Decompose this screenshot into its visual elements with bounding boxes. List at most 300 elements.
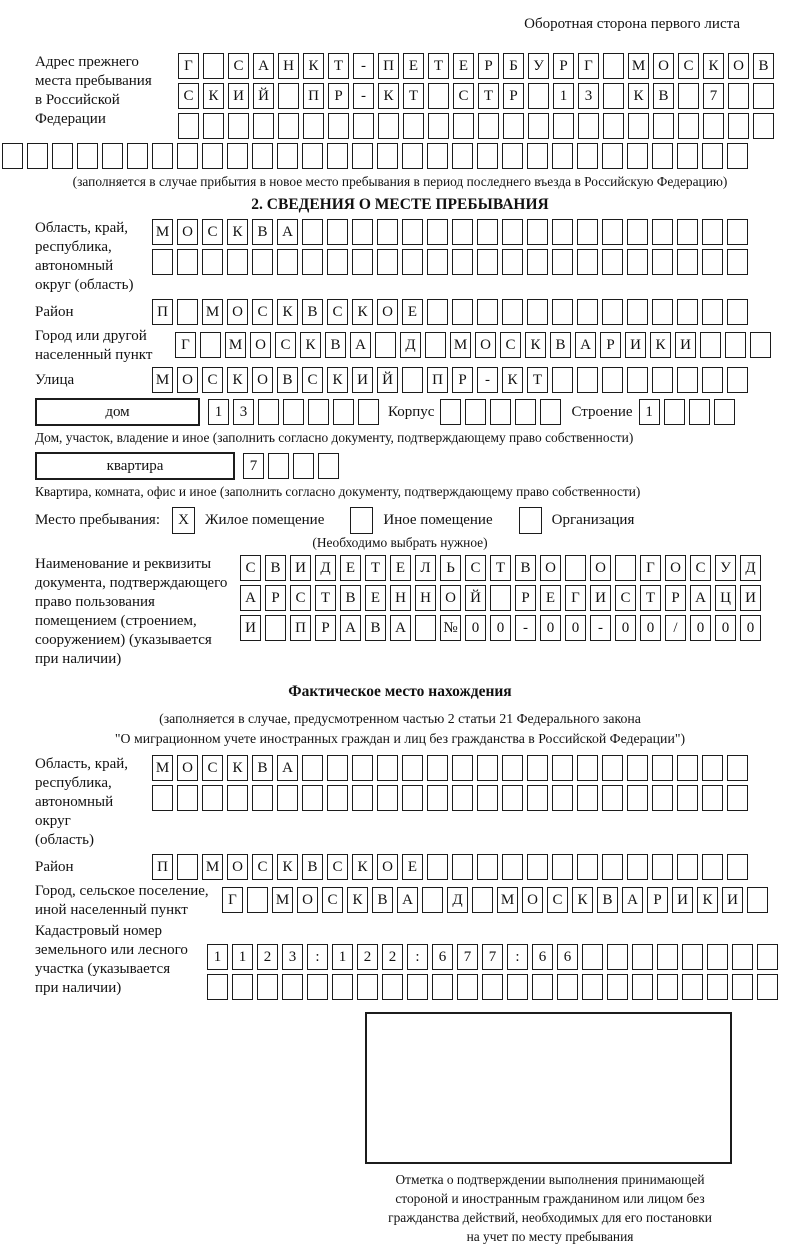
char-cell[interactable] [202,143,223,169]
char-cell[interactable] [540,399,561,425]
char-cell[interactable] [352,755,373,781]
char-cell[interactable] [127,143,148,169]
char-cell[interactable] [750,332,771,358]
char-cell[interactable]: Е [402,299,423,325]
char-cell[interactable]: Г [578,53,599,79]
char-cell[interactable] [577,219,598,245]
char-cell[interactable]: А [622,887,643,913]
char-cell[interactable]: О [540,555,561,581]
char-cell[interactable]: Р [265,585,286,611]
char-cell[interactable] [703,113,724,139]
char-cell[interactable] [27,143,48,169]
char-cell[interactable] [552,249,573,275]
char-cell[interactable] [627,143,648,169]
char-cell[interactable]: 0 [540,615,561,641]
char-cell[interactable] [477,143,498,169]
char-cell[interactable] [727,143,748,169]
char-cell[interactable] [577,785,598,811]
char-cell[interactable]: О [177,219,198,245]
char-cell[interactable] [657,974,678,1000]
char-cell[interactable]: 0 [465,615,486,641]
char-cell[interactable] [603,83,624,109]
char-cell[interactable] [552,755,573,781]
char-cell[interactable]: В [550,332,571,358]
char-cell[interactable] [452,785,473,811]
char-cell[interactable] [202,785,223,811]
char-cell[interactable] [327,785,348,811]
char-cell[interactable]: 1 [639,399,660,425]
char-cell[interactable] [578,113,599,139]
char-cell[interactable] [602,367,623,393]
char-cell[interactable]: С [202,219,223,245]
char-cell[interactable]: - [353,53,374,79]
char-cell[interactable]: Е [402,854,423,880]
char-cell[interactable] [332,974,353,1000]
char-cell[interactable] [677,299,698,325]
char-cell[interactable] [627,299,648,325]
char-cell[interactable] [527,785,548,811]
char-cell[interactable] [377,785,398,811]
char-cell[interactable] [727,785,748,811]
char-cell[interactable] [727,367,748,393]
char-cell[interactable] [700,332,721,358]
char-cell[interactable]: Е [390,555,411,581]
char-cell[interactable] [377,755,398,781]
char-cell[interactable] [327,249,348,275]
char-cell[interactable] [252,143,273,169]
char-cell[interactable] [77,143,98,169]
char-cell[interactable]: И [722,887,743,913]
char-cell[interactable]: А [397,887,418,913]
char-cell[interactable]: И [625,332,646,358]
char-cell[interactable]: В [515,555,536,581]
char-cell[interactable] [727,854,748,880]
char-cell[interactable] [265,615,286,641]
char-cell[interactable]: Т [490,555,511,581]
char-cell[interactable] [565,555,586,581]
char-cell[interactable]: 7 [457,944,478,970]
char-cell[interactable] [382,974,403,1000]
char-cell[interactable]: Л [415,555,436,581]
char-cell[interactable]: О [653,53,674,79]
char-cell[interactable]: 1 [207,944,228,970]
char-cell[interactable]: С [252,854,273,880]
char-cell[interactable]: Р [328,83,349,109]
char-cell[interactable]: С [202,367,223,393]
char-cell[interactable] [232,974,253,1000]
char-cell[interactable]: К [628,83,649,109]
char-cell[interactable]: К [277,299,298,325]
char-cell[interactable] [477,299,498,325]
char-cell[interactable]: О [377,299,398,325]
char-cell[interactable] [302,249,323,275]
char-cell[interactable] [577,755,598,781]
char-cell[interactable] [302,785,323,811]
char-cell[interactable] [552,367,573,393]
char-cell[interactable] [302,219,323,245]
char-cell[interactable] [427,755,448,781]
char-cell[interactable] [552,219,573,245]
char-cell[interactable] [652,249,673,275]
char-cell[interactable] [178,113,199,139]
char-cell[interactable]: Й [253,83,274,109]
char-cell[interactable] [702,785,723,811]
char-cell[interactable] [677,249,698,275]
char-cell[interactable]: О [377,854,398,880]
char-cell[interactable] [478,113,499,139]
char-cell[interactable] [402,219,423,245]
char-cell[interactable]: В [653,83,674,109]
char-cell[interactable] [457,974,478,1000]
char-cell[interactable]: Б [503,53,524,79]
char-cell[interactable] [177,785,198,811]
char-cell[interactable]: Г [640,555,661,581]
char-cell[interactable]: К [347,887,368,913]
char-cell[interactable] [452,299,473,325]
char-cell[interactable] [482,974,503,1000]
char-cell[interactable] [682,974,703,1000]
char-cell[interactable] [603,113,624,139]
char-cell[interactable] [427,299,448,325]
char-cell[interactable]: И [290,555,311,581]
stay-checkbox-organization[interactable] [519,507,542,534]
char-cell[interactable]: М [497,887,518,913]
char-cell[interactable]: И [740,585,761,611]
char-cell[interactable]: А [253,53,274,79]
char-cell[interactable]: - [515,615,536,641]
char-cell[interactable]: К [327,367,348,393]
char-cell[interactable] [552,143,573,169]
char-cell[interactable]: Т [403,83,424,109]
char-cell[interactable]: О [522,887,543,913]
char-cell[interactable] [200,332,221,358]
char-cell[interactable]: О [665,555,686,581]
char-cell[interactable]: В [302,854,323,880]
char-cell[interactable] [427,785,448,811]
char-cell[interactable] [452,249,473,275]
char-cell[interactable] [477,755,498,781]
char-cell[interactable] [402,785,423,811]
char-cell[interactable]: Т [527,367,548,393]
char-cell[interactable] [577,299,598,325]
char-cell[interactable]: Р [665,585,686,611]
char-cell[interactable] [732,974,753,1000]
char-cell[interactable]: С [500,332,521,358]
char-cell[interactable]: Ь [440,555,461,581]
char-cell[interactable] [677,219,698,245]
char-cell[interactable]: П [290,615,311,641]
char-cell[interactable] [427,854,448,880]
char-cell[interactable] [203,53,224,79]
char-cell[interactable] [757,944,778,970]
char-cell[interactable]: 0 [490,615,511,641]
char-cell[interactable] [253,113,274,139]
char-cell[interactable] [652,854,673,880]
char-cell[interactable]: 0 [715,615,736,641]
char-cell[interactable] [247,887,268,913]
char-cell[interactable]: Й [377,367,398,393]
char-cell[interactable] [327,143,348,169]
char-cell[interactable]: С [453,83,474,109]
char-cell[interactable] [553,113,574,139]
char-cell[interactable] [677,785,698,811]
char-cell[interactable] [207,974,228,1000]
char-cell[interactable]: К [203,83,224,109]
char-cell[interactable]: : [507,944,528,970]
char-cell[interactable]: И [675,332,696,358]
char-cell[interactable] [307,974,328,1000]
char-cell[interactable] [632,944,653,970]
char-cell[interactable]: И [228,83,249,109]
char-cell[interactable]: В [252,755,273,781]
char-cell[interactable] [402,143,423,169]
char-cell[interactable] [503,113,524,139]
char-cell[interactable] [465,399,486,425]
apartment-type-box[interactable]: квартира [35,452,235,480]
char-cell[interactable] [502,249,523,275]
char-cell[interactable] [527,299,548,325]
char-cell[interactable]: С [302,367,323,393]
char-cell[interactable]: А [350,332,371,358]
char-cell[interactable] [753,83,774,109]
char-cell[interactable] [402,249,423,275]
char-cell[interactable]: : [407,944,428,970]
char-cell[interactable] [627,249,648,275]
char-cell[interactable] [177,143,198,169]
char-cell[interactable]: М [272,887,293,913]
char-cell[interactable] [702,755,723,781]
char-cell[interactable]: - [477,367,498,393]
char-cell[interactable]: 0 [615,615,636,641]
char-cell[interactable] [528,83,549,109]
char-cell[interactable] [202,249,223,275]
char-cell[interactable]: О [728,53,749,79]
char-cell[interactable] [427,219,448,245]
char-cell[interactable]: О [475,332,496,358]
char-cell[interactable] [278,83,299,109]
char-cell[interactable] [602,299,623,325]
char-cell[interactable] [528,113,549,139]
char-cell[interactable]: 6 [432,944,453,970]
char-cell[interactable] [502,299,523,325]
char-cell[interactable]: 3 [578,83,599,109]
char-cell[interactable]: 7 [482,944,503,970]
char-cell[interactable] [602,143,623,169]
char-cell[interactable]: Р [452,367,473,393]
char-cell[interactable] [607,974,628,1000]
char-cell[interactable]: О [177,367,198,393]
char-cell[interactable]: В [340,585,361,611]
char-cell[interactable] [652,299,673,325]
char-cell[interactable] [502,143,523,169]
char-cell[interactable]: 1 [232,944,253,970]
char-cell[interactable]: М [152,755,173,781]
char-cell[interactable] [425,332,446,358]
char-cell[interactable] [653,113,674,139]
char-cell[interactable]: К [650,332,671,358]
char-cell[interactable] [422,887,443,913]
char-cell[interactable] [490,399,511,425]
char-cell[interactable] [527,755,548,781]
char-cell[interactable] [652,143,673,169]
char-cell[interactable] [333,399,354,425]
char-cell[interactable]: М [450,332,471,358]
char-cell[interactable] [453,113,474,139]
char-cell[interactable] [652,219,673,245]
char-cell[interactable]: У [528,53,549,79]
char-cell[interactable]: Р [478,53,499,79]
char-cell[interactable]: С [615,585,636,611]
char-cell[interactable]: П [378,53,399,79]
char-cell[interactable] [452,854,473,880]
char-cell[interactable] [527,854,548,880]
char-cell[interactable]: С [252,299,273,325]
char-cell[interactable] [707,944,728,970]
char-cell[interactable]: О [227,299,248,325]
char-cell[interactable]: 7 [703,83,724,109]
char-cell[interactable] [303,113,324,139]
char-cell[interactable]: Д [447,887,468,913]
char-cell[interactable]: Р [315,615,336,641]
char-cell[interactable] [753,113,774,139]
char-cell[interactable]: 7 [243,453,264,479]
char-cell[interactable] [652,785,673,811]
char-cell[interactable]: К [352,299,373,325]
char-cell[interactable] [582,974,603,1000]
char-cell[interactable]: К [703,53,724,79]
char-cell[interactable]: С [290,585,311,611]
char-cell[interactable]: И [240,615,261,641]
char-cell[interactable]: Ц [715,585,736,611]
char-cell[interactable]: О [440,585,461,611]
char-cell[interactable] [677,143,698,169]
char-cell[interactable] [302,755,323,781]
char-cell[interactable] [452,755,473,781]
char-cell[interactable] [652,755,673,781]
char-cell[interactable] [757,974,778,1000]
house-type-box[interactable]: дом [35,398,200,426]
char-cell[interactable]: / [665,615,686,641]
char-cell[interactable]: А [277,755,298,781]
char-cell[interactable]: 0 [740,615,761,641]
char-cell[interactable] [507,974,528,1000]
char-cell[interactable] [728,83,749,109]
char-cell[interactable] [52,143,73,169]
char-cell[interactable] [702,367,723,393]
char-cell[interactable]: Р [503,83,524,109]
char-cell[interactable]: К [227,755,248,781]
char-cell[interactable]: В [597,887,618,913]
char-cell[interactable]: Н [390,585,411,611]
char-cell[interactable] [527,143,548,169]
char-cell[interactable]: К [525,332,546,358]
char-cell[interactable] [277,785,298,811]
char-cell[interactable]: В [277,367,298,393]
char-cell[interactable] [527,219,548,245]
char-cell[interactable]: № [440,615,461,641]
char-cell[interactable]: А [277,219,298,245]
char-cell[interactable] [427,143,448,169]
char-cell[interactable] [328,113,349,139]
char-cell[interactable] [357,974,378,1000]
char-cell[interactable]: С [275,332,296,358]
char-cell[interactable] [152,143,173,169]
char-cell[interactable]: - [353,83,374,109]
char-cell[interactable]: М [225,332,246,358]
char-cell[interactable] [714,399,735,425]
char-cell[interactable]: И [352,367,373,393]
char-cell[interactable] [727,219,748,245]
char-cell[interactable]: У [715,555,736,581]
char-cell[interactable]: М [202,299,223,325]
char-cell[interactable] [402,755,423,781]
char-cell[interactable]: М [152,367,173,393]
char-cell[interactable] [293,453,314,479]
char-cell[interactable] [602,854,623,880]
char-cell[interactable] [689,399,710,425]
char-cell[interactable]: П [152,854,173,880]
char-cell[interactable] [427,249,448,275]
char-cell[interactable]: : [307,944,328,970]
char-cell[interactable]: Т [315,585,336,611]
char-cell[interactable] [677,755,698,781]
char-cell[interactable]: К [378,83,399,109]
char-cell[interactable] [327,755,348,781]
char-cell[interactable]: 1 [332,944,353,970]
char-cell[interactable]: 1 [553,83,574,109]
char-cell[interactable]: С [678,53,699,79]
char-cell[interactable]: С [322,887,343,913]
char-cell[interactable] [327,219,348,245]
char-cell[interactable] [152,249,173,275]
char-cell[interactable]: С [547,887,568,913]
char-cell[interactable] [627,785,648,811]
char-cell[interactable]: Т [365,555,386,581]
char-cell[interactable]: К [502,367,523,393]
char-cell[interactable] [428,83,449,109]
char-cell[interactable]: В [372,887,393,913]
char-cell[interactable]: 3 [233,399,254,425]
char-cell[interactable]: Р [515,585,536,611]
char-cell[interactable] [177,299,198,325]
char-cell[interactable] [502,854,523,880]
char-cell[interactable] [252,785,273,811]
char-cell[interactable] [628,113,649,139]
char-cell[interactable]: Н [278,53,299,79]
char-cell[interactable]: С [327,854,348,880]
char-cell[interactable] [607,944,628,970]
char-cell[interactable]: Е [403,53,424,79]
char-cell[interactable] [557,974,578,1000]
char-cell[interactable] [428,113,449,139]
char-cell[interactable]: А [340,615,361,641]
char-cell[interactable] [228,113,249,139]
char-cell[interactable] [527,249,548,275]
char-cell[interactable]: Г [565,585,586,611]
char-cell[interactable] [477,785,498,811]
char-cell[interactable]: Т [428,53,449,79]
char-cell[interactable] [602,755,623,781]
char-cell[interactable]: А [240,585,261,611]
char-cell[interactable]: К [227,219,248,245]
char-cell[interactable]: О [177,755,198,781]
char-cell[interactable] [577,143,598,169]
stay-checkbox-residential[interactable]: X [172,507,195,534]
char-cell[interactable]: О [590,555,611,581]
char-cell[interactable] [577,854,598,880]
char-cell[interactable] [747,887,768,913]
char-cell[interactable] [432,974,453,1000]
